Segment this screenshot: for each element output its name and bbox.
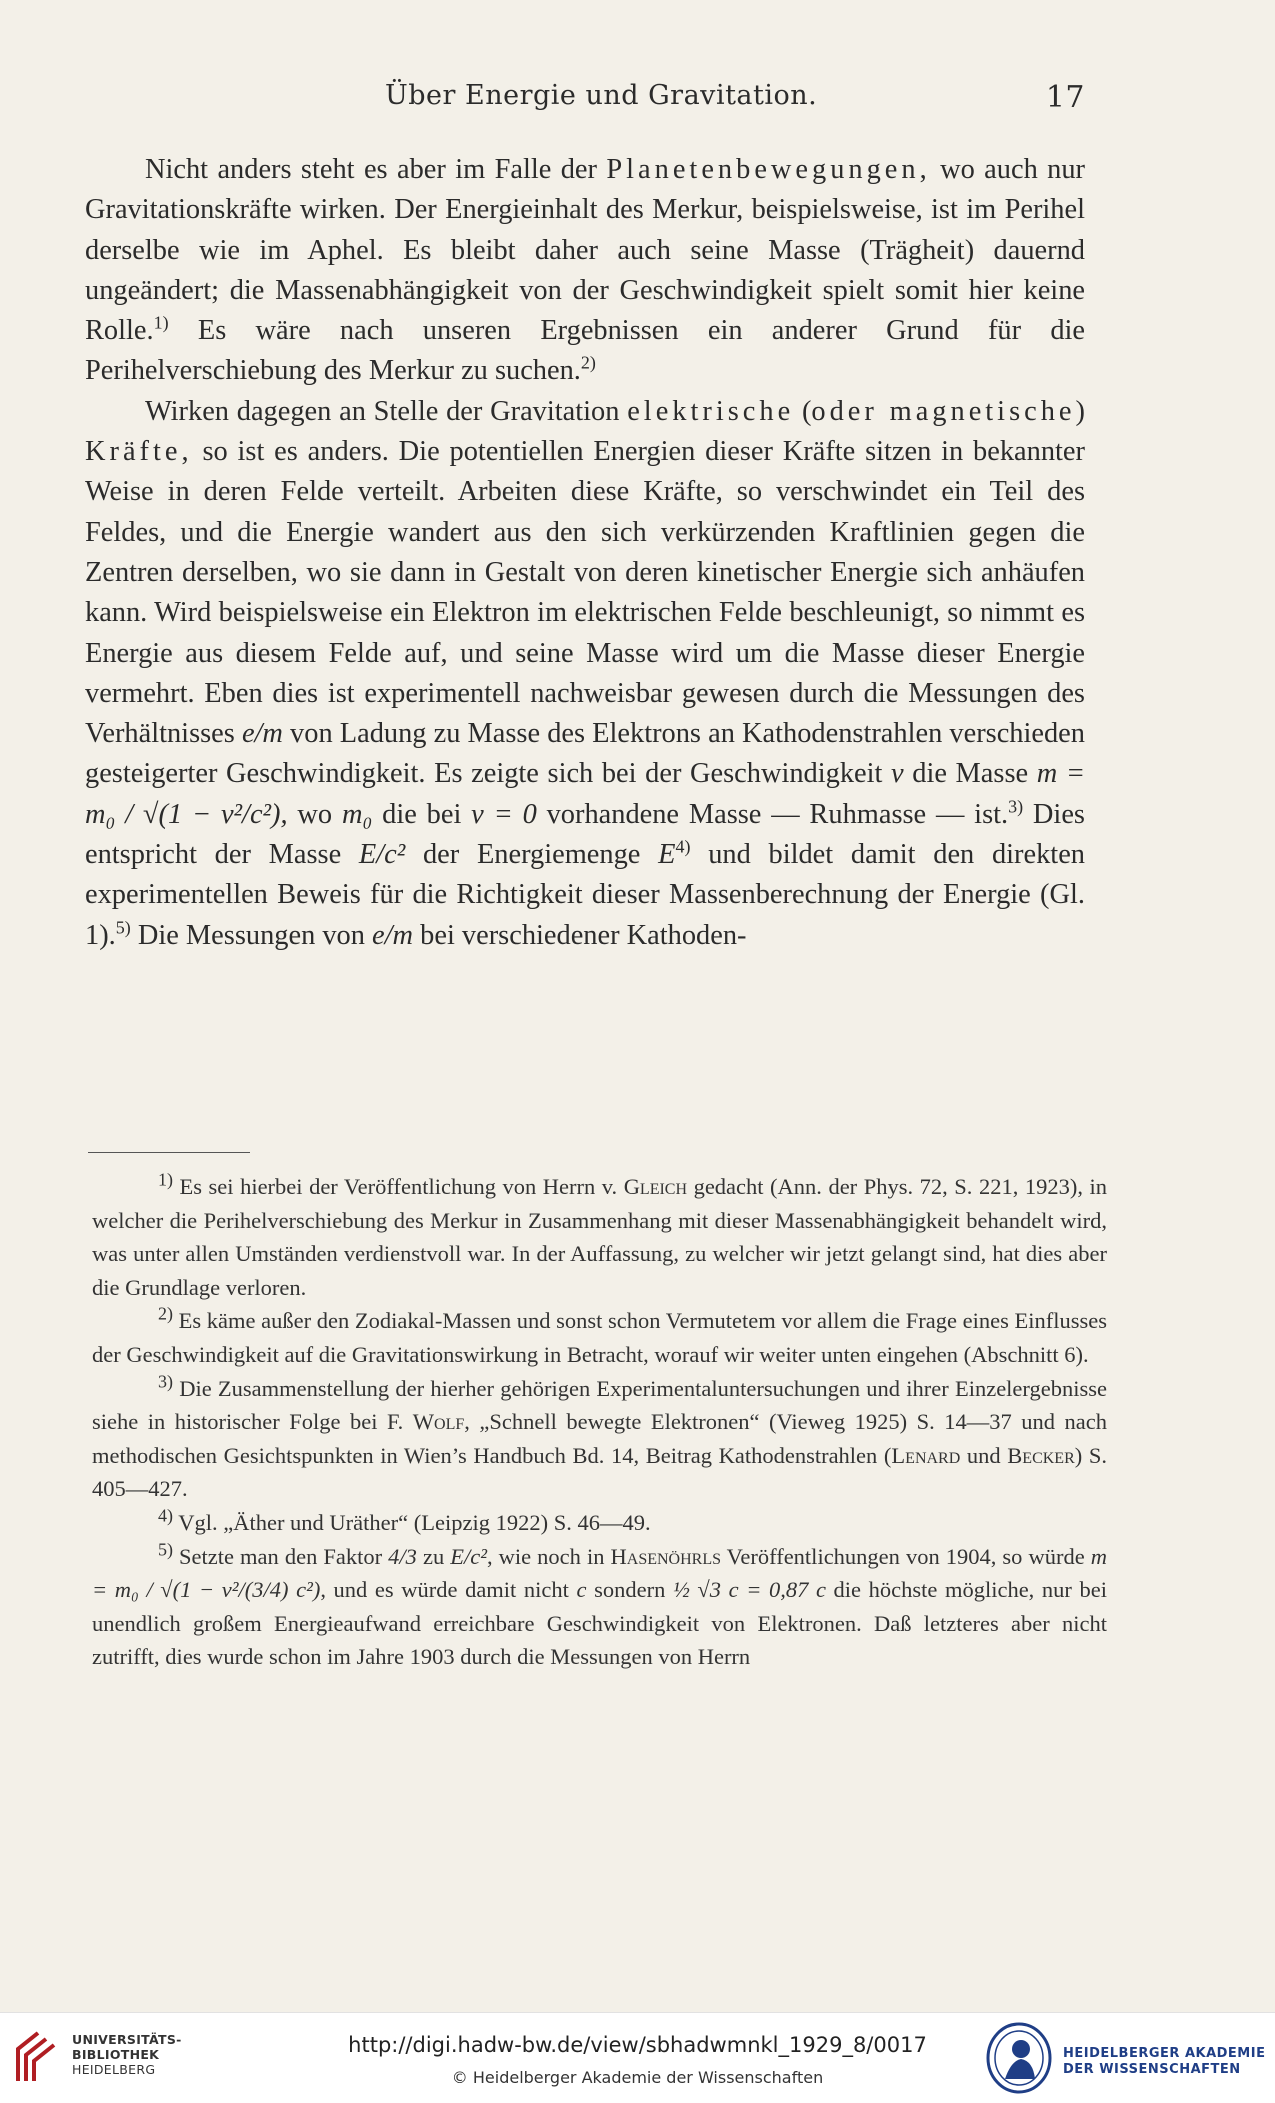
text-run: gedacht (Ann. der Phys. 72, S. 221, 1923), in welcher die Perihelverschiebung des Merkur in Zusammenhang mit dieser Massenabhängigkeit behandelt wird, was unter allen Umständen verdienstvoll war. In der Auffassung, zu welcher wir jetzt gelangt sind, hat dies aber die Grundlage verloren. [92,1174,1107,1300]
paragraph-1 [85,150,1085,392]
academy-seal-icon [985,2021,1053,2095]
text-run: wo auch nur Gravitationskräfte wirken. Der Energieinhalt des Merkur, beispielsweise, ist im Perihel derselbe wie im Aphel. Es bleibt daher auch seine Masse (Trägheit) dauernd ungeändert; die Massenabhängigkeit von der Geschwindigkeit spielt somit hier keine Rolle. [85,154,1085,347]
footnote-4 [92,1506,1107,1540]
page-number: 17 [1045,80,1085,115]
text-run: Vgl. „Äther und Uräther“ (Leipzig 1922) S. 46—49. [173,1509,651,1535]
text-run: Die Zusammenstellung der hierher gehörigen Experimentaluntersuchungen und ihrer Einzelergebnisse siehe in historischer Folge bei F. [92,1375,1107,1435]
spaced-text: Planetenbewegungen, [606,154,931,185]
spaced-text: oder magnetische [811,395,1076,427]
spaced-text: Kräfte, [85,436,193,468]
math-e-over-m: e/m [241,718,283,750]
spaced-text: elektrische [627,395,795,427]
text-run: bei verschiedener Kathoden- [413,919,747,951]
permalink-url[interactable]: http://digi.hadw-bw.de/view/sbhadwmnkl_1929_8/0017 [348,2033,927,2057]
text-run: wo [287,798,342,830]
text-run: ) S. 405—427. [92,1442,1108,1502]
text-run: die höchste mögliche, nur bei unendlich großem Energieaufwand erreichbare Geschwindigkeit von Elektronen. Daß letzteres aber nicht zutrifft, dies wurde schon im Jahre 1903 durch die Messungen von Herrn [92,1577,1107,1670]
text-run: Wirken dagegen an Stelle der Gravitation [145,395,628,427]
math-e-over-c2: E/c² [450,1543,487,1569]
copyright-notice: © Heidelberger Akademie der Wissenschaften [451,2068,824,2087]
author-name: Lenard [891,1442,961,1468]
footnote-ref[interactable]: 5) [115,917,131,938]
footnote-3 [92,1372,1107,1506]
text-run: Setzte man den Faktor [173,1543,389,1569]
speed-formula: ½ √3 c = 0,87 c [672,1577,826,1603]
footnote-ref[interactable]: 3) [1008,796,1024,817]
text-run: die Masse [903,758,1037,790]
text-run: Es käme außer den Zodiakal-Massen und sonst schon Vermutetem vor allem die Frage eines Einflusses der Geschwindigkeit auf die Gravitationswirkung in Betracht, worauf wir weiter unten eingehen (Abschnitt 6). [92,1308,1107,1367]
footnote-mark: 2) [158,1303,173,1324]
text-run: , „Schnell bewegte Elektronen“ (Vieweg 1925) S. 14—37 und nach methodischen Gesichtspunkten in Wien’s Handbuch Bd. 14, Beitrag Kathodenstrahlen ( [92,1409,1107,1468]
academy-name [1063,2046,1265,2078]
mass-formula: m = m₀ / √(1 − v²/c²), [85,758,1085,830]
text-run: Es sei hierbei der Veröffentlichung von Herrn v. [173,1174,624,1199]
viewer-footer [0,2012,1275,2103]
author-name: Becker [1007,1442,1075,1468]
text-run: Es wäre nach unseren Ergebnissen ein anderer Grund für die Perihelverschiebung des Merkur zu suchen. [85,315,1085,387]
text-run: der Energiemenge [405,839,659,871]
uni-line-2: BIBLIOTHEK [72,2047,160,2062]
text-run: und bildet damit den direkten experimentellen Beweis für die Richtigkeit dieser Massenberechnung der Energie (Gl. 1). [85,839,1085,951]
footnote-mark: 1) [158,1169,173,1190]
footnote-divider [88,1152,250,1153]
text-run: vorhandene Masse — Ruhmasse — ist. [536,798,1009,830]
footnote-1 [92,1170,1107,1304]
author-name: Hasenöhrls [610,1543,721,1569]
math-v-zero: v = 0 [471,798,537,830]
mass-formula: m = m₀ / √(1 − v²/(3/4) c²) [92,1543,1107,1603]
text-run: so ist es anders. Die potentiellen Energien dieser Kräfte sitzen in bekannter Weise in deren Felde verteilt. Arbeiten diese Kräfte, so verschwindet ein Teil des Feldes, und die Energie wandert aus den sich verkürzenden Kraftlinien gegen die Zentren derselben, wo sie dann in Gestalt von deren kinetischer Energie sich anhäufen kann. Wird beispielsweise ein Elektron im elektrischen Felde beschleunigt, so nimmt es Energie aus diesem Felde auf, und seine Masse wird um die Masse dieser Energie vermehrt. Eben dies ist experimentell nachweisbar gewesen durch die Messungen des Verhältnisses [85,436,1085,750]
text-run: , wie noch in [486,1543,611,1569]
text-run: Die Messungen von [130,919,373,951]
running-title: Über Energie und Gravitation. [385,80,818,111]
math-c: c [576,1577,587,1603]
academy-line-2: DER WISSENSCHAFTEN [1063,2062,1241,2077]
author-name: Gleich [623,1174,688,1199]
footnotes [92,1170,1107,1674]
text-run: von Ladung zu Masse des Elektrons an Kathodenstrahlen verschieden gesteigerter Geschwindigkeit. Es zeigte sich bei der Geschwindigkeit [85,718,1085,790]
text-run: ) [1075,395,1085,427]
author-name: Wolf [412,1409,465,1435]
text-run: sondern [586,1577,673,1603]
math-v: v [891,758,904,790]
footnote-5 [92,1540,1107,1674]
footnote-mark: 3) [158,1371,173,1392]
footnote-2 [92,1304,1107,1371]
text-run: und [960,1442,1008,1468]
text-run: die bei [372,798,472,830]
math-e-over-c2: E/c² [358,839,406,871]
text-run: Dies entspricht der Masse [85,798,1085,871]
text-run: Veröffentlichungen von 1904, so würde [721,1543,1091,1569]
academy-line-1: HEIDELBERGER AKADEMIE [1063,2046,1266,2061]
footnote-ref[interactable]: 4) [675,836,691,857]
main-text [85,150,1085,956]
text-run: Nicht anders steht es aber im Falle der [145,154,607,185]
uni-line-1: UNIVERSITÄTS- [72,2032,182,2047]
footnote-ref[interactable]: 2) [580,353,596,374]
math-e-over-m: e/m [372,919,414,951]
footnote-ref[interactable]: 1) [153,312,169,333]
math-fraction: 4/3 [388,1543,417,1569]
footnote-mark: 5) [158,1539,173,1560]
text-run: ( [794,395,812,427]
text-run: zu [416,1543,451,1569]
paragraph-2 [85,392,1085,956]
math-e: E [658,839,676,871]
uni-line-3: HEIDELBERG [72,2062,156,2077]
footnote-mark: 4) [158,1505,173,1526]
math-m0: m₀ [341,798,373,830]
running-header [85,80,1085,120]
text-run: , und es würde damit nicht [320,1577,577,1603]
